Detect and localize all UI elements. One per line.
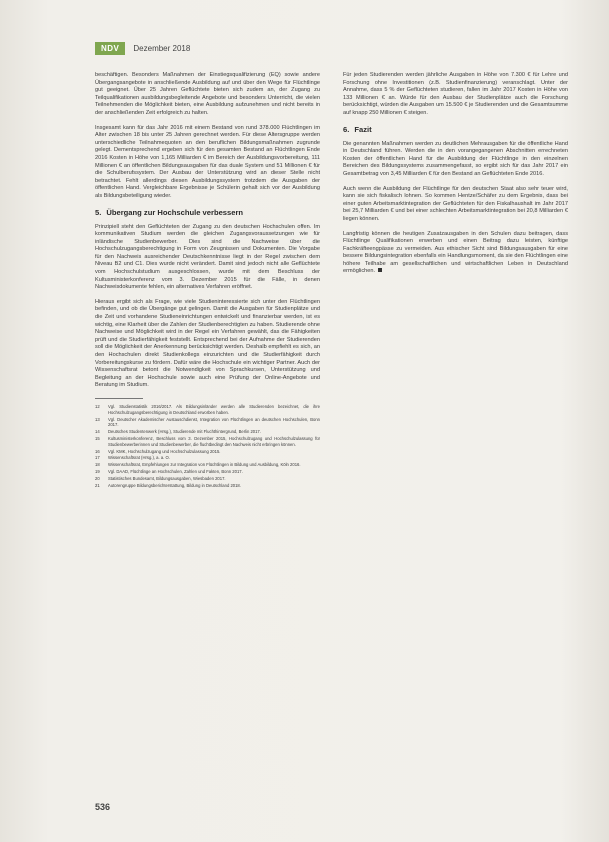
footnote-text: Wissenschaftsrat (Hrsg.), a. a. O. [108, 455, 170, 461]
footnote [95, 483, 320, 489]
footnote-number: 17 [95, 455, 100, 461]
footnote-number: 12 [95, 403, 100, 409]
paragraph: Prinzipiell steht den Geflüchteten der Zugang zu den deutschen Hochschulen offen. Im kommunikativen Studium werden die gleichen Zugangsvoraussetzungen wie für inländische Studienbewerber. Dies sind die Nachweise über die Hochschulzugangsberechtigung in Form von Zeugnissen und Dokumenten. Die Vorgabe für den Nachweis ausreichender Deutschkenntnisse liegt in der Regel zwischen dem Niveau B2 und C1. Dies wurde nicht verändert. Damit sind jedoch nicht alle Geflüchtete vom Hochschulstudium ausgeschlossen, wurde mit dem Beschluss der Kultusministerkonferenz vom 3. Dezember 2015 für die Fälle, in denen Nachweisdokumente fehlen, ein alternatives Verfahren eröffnet. [95, 223, 320, 291]
section-title: Fazit [354, 124, 372, 134]
paragraph [343, 231, 568, 277]
footnote-divider [95, 398, 143, 399]
footnote [95, 436, 320, 448]
paragraph: Hieraus ergibt sich als Frage, wie viele Studieninteressierte sich unter den Flüchtlingen befinden, und ob die Übergänge gut gelingen. Damit die Ausgaben für Studienplätze und die Zeit und vorhandene Studieneinrichtungen entwickelt und finanzierbar werden, ist es wichtig, eine Klarheit über die Zahlen der Studienberechtigten zu haben. Studierende ohne Nachweise und Möglichkeit wird in der Regel ein Verfahren gewählt, das die Fähigkeiten prüft und die Studierfähigkeit feststellt. Entsprechend bei der Aufnahme der Studierenden soll die Möglichkeit der Anerkennung berücksichtigt werden. Deshalb empfiehlt es sich, an den Hochschulen direkt Studienkollegs einzurichten und die Studierfähigkeit durch Vorbereitungskurse zu fördern. Dafür wäre die Hochschule ein wichtiger Partner. Auch der Wissenschaftsrat betont die Notwendigkeit von Sprachkursen, Unterstützung und Begleitung an der Hochschule sowie auch eine Prüfung der Online-Angebote und Beratung im Studium. [95, 298, 320, 389]
footnote-text: Vgl. Deutscher Akademischer Austauschdienst, Integration von Flüchtlingen an deutschen Hochschulen, Bonn 2017. [108, 416, 320, 428]
footnote-text: Deutsches Studentenwerk (Hrsg.), Studierende mit Fluchthintergrund, Berlin 2017. [108, 429, 261, 435]
section-title: Übergang zur Hochschule verbessern [106, 207, 244, 217]
section-heading [343, 125, 568, 135]
right-column [343, 72, 568, 283]
section-heading [95, 208, 320, 218]
paragraph: Für jeden Studierenden werden jährliche Ausgaben in Höhe von 7.300 € für Lehre und Forschung ohne Investitionen (z.B. Studienfinanzierung) veranschlagt. Unter der Annahme, dass 5 % der Geflüchteten studieren, fallen im Jahr 2017 Kosten in Höhe von 133 Millionen € an. Würde für den Ausbau der Studienplätze auch die Forschung berücksichtigt, würden die Ausgaben um 15.500 € je Studierenden und die Gesamtsumme auf knapp 250 Millionen € steigen. [343, 72, 568, 116]
issue-date: Dezember 2018 [133, 43, 191, 53]
paragraph: Insgesamt kann für das Jahr 2016 mit einem Bestand von rund 378.000 Flüchtlingen im Alter zwischen 18 bis unter 25 Jahren gerechnet werden. Für diese Altersgruppe werden unterschiedliche Teilnahmequoten an den beruflichen Bildungsmaßnahmen zugrunde gelegt. Dementsprechend ergeben sich für den gesamten Bestand an Flüchtlingen Ende 2016 Kosten in Höhe von 1,165 Milliarden € im Bereich der Ausbildungsvorbereitung, 111 Millionen € an öffentlichen Bildungsausgaben für das duale System und 51 Millionen € für die Schulberufssystem. Der Ausbau der Unterstützung wird an dieser Stelle nicht betrachtet. Fehlt allerdings diesen Ausbildungssystem trotzdem die Ausgaben der öffentlichen Hand. Vergleichbare Ergebnisse je Schülerin gehalt sich vor der Ausbildung als Bildungsbeteiligung wieder. [95, 124, 320, 199]
footnote-text: Vgl. DAAD, Flüchtlinge an Hochschulen, Zahlen und Fakten, Bonn 2017. [108, 468, 243, 474]
footnote [95, 469, 320, 475]
footnote-text: Wissenschaftsrat, Empfehlungen zur Integration von Flüchtlingen in Bildung und Ausbildung, Köln 2016. [108, 462, 301, 468]
left-column [95, 72, 320, 489]
paragraph: beschäftigen. Besonders Maßnahmen der Einstiegsqualifizierung (EQ) sowie andere Übergangsangebote in anschließende Ausbildung auf und über den Wege für Flüchtlinge gut geeignet. Über 25 Jahren Geflüchtete bieten sich zudem an, der Zugang zu Teilqualifikationen ausbildungsbegleitende Angebote und besonders Unterricht, die vielen Teilnehmenden die Möglichkeit bieten, eine Ausbildung aufzunehmen und nicht bereits in der anschließenden Zeit erfolgreich zu halten. [95, 72, 320, 116]
footnote-number: 15 [95, 435, 100, 441]
footnote-text: Statistisches Bundesamt, Bildungsausgaben, Wiesbaden 2017. [108, 475, 226, 481]
footnote [95, 476, 320, 482]
footnote-number: 20 [95, 475, 100, 481]
paragraph-text: Langfristig können die heutigen Zusatzausgaben in den Schulen dazu beitragen, dass Flüchtlinge Qualifikationen erwerben und einen Beitrag dazu leisten, künftige Fachkräfteengpässe zu vermeiden. Aus ethischer Sicht sind Bildungsausgaben für eine bessere Bildungsintegration ebenfalls ein Handlungsmoment, da sie den Flüchtlingen eine höhere Teilhabe am gesellschaftlichen und wirtschaftlichen Leben in Deutschland ermöglichen. [343, 230, 568, 275]
page-number: 536 [95, 802, 111, 812]
footnote-number: 14 [95, 429, 100, 435]
paragraph: Auch wenn die Ausbildung der Flüchtlinge für den deutschen Staat also sehr teuer wird, kann sie sich fiskalisch lohnen. So kommen Hentze/Schäfer zu dem Ergebnis, dass bei einer guten Arbeitsmarktintegration der Geflüchteten für den Fiskalhaushalt im Jahr 2017 bei 25,7 Milliarden € und bei einer schlechten Arbeitsmarktintegration bei 20,8 Milliarden € liegen können. [343, 185, 568, 222]
footnote-number: 21 [95, 482, 100, 488]
footnote-text: Vgl. KMK, Hochschulzugang und Hochschulzulassung 2015. [108, 448, 221, 454]
journal-logo: NDV [95, 42, 125, 55]
section-number: 5. [95, 207, 102, 217]
footnote-text: Kultusministerkonferenz, Beschluss vom 3. Dezember 2015, Hochschulzugang und Hochschulzulassung für Studienbewerberinnen und Studienbewerber, die fluchtbedingt den Nachweis nicht erbringen können. [108, 435, 320, 447]
footnote [95, 455, 320, 461]
footnote-text: Autorengruppe Bildungsberichterstattung, Bildung in Deutschland 2018. [108, 482, 241, 488]
footnote [95, 429, 320, 435]
end-mark [378, 268, 382, 272]
footnote [95, 462, 320, 468]
footnote-number: 18 [95, 462, 100, 468]
footnote [95, 449, 320, 455]
paragraph: Die genannten Maßnahmen werden zu deutlichen Mehrausgaben für die öffentliche Hand in Deutschland führen. Werden die in den vorangegangenen Abschnitten errechneten Kosten der öffentlichen Hand für die Ausbildung der Flüchtlinge in den einzelnen Bereichen des Bildungssystems zusammengefasst, so ergibt sich für das Jahr 2017 ein Gesamtbetrag von 3,45 Milliarden € für den Bestand an Geflüchteten Ende 2016. [343, 140, 568, 177]
section-number: 6. [343, 124, 350, 134]
footnote-number: 19 [95, 468, 100, 474]
footnote [95, 404, 320, 416]
footnote-text: Vgl. Studienstatistik 2016/2017. Als Bildungsinländer werden alle Studierenden bezeichnet, die ihre Hochschulzugangsberechtigung in Deutschland erworben haben. [108, 403, 320, 415]
page-header [95, 42, 190, 54]
footnote-number: 13 [95, 416, 100, 422]
footnotes [95, 404, 320, 488]
footnote-number: 16 [95, 448, 100, 454]
footnote [95, 417, 320, 429]
